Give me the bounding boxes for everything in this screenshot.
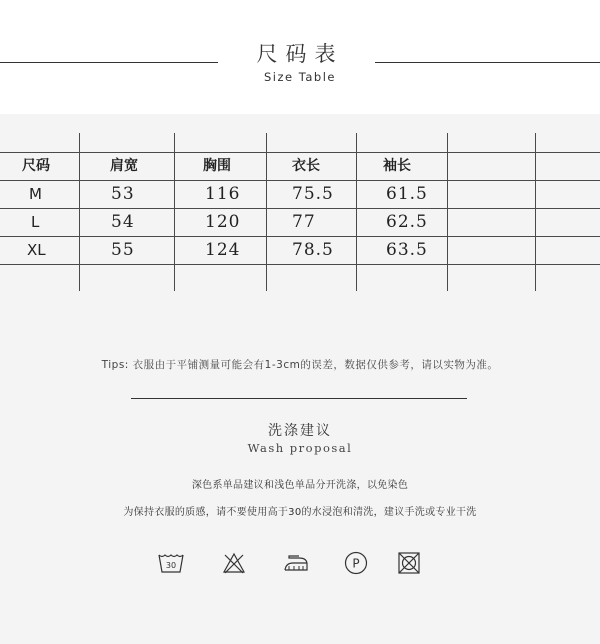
table-col-rule xyxy=(266,133,267,291)
table-header-cell: 胸围 xyxy=(203,158,231,174)
section-divider xyxy=(131,398,467,399)
wash-temp-label: 30 xyxy=(165,561,177,570)
table-cell-size: L xyxy=(31,213,40,231)
table-cell: 75.5 xyxy=(292,184,334,204)
table-col-rule xyxy=(174,133,175,291)
wash-note-1: 深色系单品建议和浅色单品分开洗涤，以免染色 xyxy=(191,480,409,491)
table-cell: 120 xyxy=(205,212,241,232)
table-col-rule xyxy=(79,133,80,291)
table-header-cell: 肩宽 xyxy=(110,158,138,174)
page-subtitle: Size Table xyxy=(263,70,336,84)
do-not-tumble-dry-icon xyxy=(397,551,421,575)
wash-note-2: 为保持衣服的质感，请不要使用高于30的水浸泡和清洗，建议手洗或专业干洗 xyxy=(123,507,477,518)
table-cell: 116 xyxy=(205,184,241,204)
table-cell: 124 xyxy=(205,240,241,260)
table-cell: 55 xyxy=(111,240,135,260)
table-col-rule xyxy=(535,133,536,291)
table-header-cell: 衣长 xyxy=(292,158,320,174)
table-rule xyxy=(0,208,600,209)
table-cell: 78.5 xyxy=(292,240,334,260)
table-rule xyxy=(0,152,600,153)
table-rule xyxy=(0,236,600,237)
table-cell: 62.5 xyxy=(386,212,428,232)
page-title: 尺码表 xyxy=(256,42,344,66)
iron-icon xyxy=(281,552,309,574)
table-col-rule xyxy=(447,133,448,291)
table-cell-size: M xyxy=(29,185,42,203)
dry-clean-p-icon xyxy=(344,551,368,575)
wash-subtitle: Wash proposal xyxy=(247,441,353,455)
table-cell-size: XL xyxy=(27,241,46,259)
table-rule xyxy=(0,264,600,265)
table-cell: 77 xyxy=(292,212,316,232)
table-header-cell: 袖长 xyxy=(383,158,411,174)
hand-wash-30-icon xyxy=(157,551,185,575)
table-cell: 54 xyxy=(111,212,135,232)
table-cell: 63.5 xyxy=(386,240,428,260)
table-rule xyxy=(0,180,600,181)
table-cell: 53 xyxy=(111,184,135,204)
wash-title: 洗涤建议 xyxy=(268,423,332,439)
header xyxy=(0,0,600,114)
tips-text: Tips: 衣服由于平铺测量可能会有1-3cm的误差，数据仅供参考，请以实物为准。 xyxy=(101,359,499,371)
dry-clean-label: P xyxy=(352,556,360,571)
table-cell: 61.5 xyxy=(386,184,428,204)
table-col-rule xyxy=(356,133,357,291)
do-not-bleach-icon xyxy=(222,552,246,574)
table-header-cell: 尺码 xyxy=(22,158,50,174)
